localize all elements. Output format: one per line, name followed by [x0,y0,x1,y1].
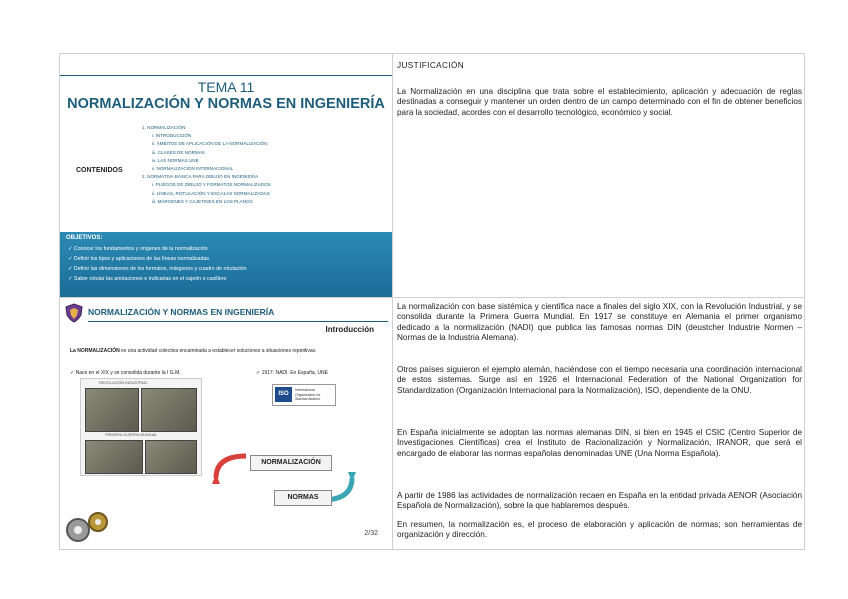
justificacion-title: JUSTIFICACIÓN [397,61,465,70]
toc-item: ii. ÁMBITOS DE APLICACIÓN DE LA NORMALIZACIÓN [152,141,268,147]
slide-2-paragraph: La NORMALIZACIÓN es una actividad colectiva encaminada a establecer soluciones a situaciones repetitivas. [70,348,317,354]
objetivos-panel [60,232,392,297]
normas-box: NORMAS [274,490,332,506]
body-paragraph: Otros países siguieron el ejemplo alemán, haciéndose con el tiempo necesaria una coordinación internacional de estos sistemas. Surge así en 1926 el Internacional Federation of the National Organization for Standardization (Organización Internacional para la Normalización), ISO, dependiente de la ONU. [397,365,802,395]
iso-logo [272,384,336,406]
slide-2 [60,298,392,548]
photo-caption: PRIMERA GUERRA MUNDIAL [105,433,158,437]
slide-2-header: NORMALIZACIÓN Y NORMAS EN INGENIERÍA [88,307,275,317]
slide-1-title-rule [60,75,392,76]
gears-icon [64,508,114,544]
photo-caption: REVOLUCIÓN INDUSTRIAL [99,381,148,385]
objetivo-item: ✓ Definir los tipos y aplicaciones de las líneas normalizadas [68,256,210,262]
toc-item: ii. LÍNEAS, ROTULACIÓN Y ESCALAS NORMALIZADAS [152,190,270,196]
iso-mark: ISO [275,387,292,402]
objetivo-item: ✓ Saber rotular las anotaciones e indicarlas en el cajetín o casillero [68,276,227,282]
toc-item: 2. NORMATIVA BÁSICA PARA DIBUJO EN INGENIERÍA [142,174,259,180]
slide-2-header-rule [88,321,388,322]
slide-2-bullet: ✓ Nace en el XIX y se consolida durante la I G.M. [70,370,181,376]
toc-item: 1. NORMALIZACIÓN [142,125,186,130]
photo-image [145,440,197,474]
objetivos-label: OBJETIVOS: [66,235,103,241]
shield-icon [64,303,84,323]
body-paragraph: En España inicialmente se adoptan las normas alemanas DIN, si bien en 1945 el CSIC (Centro Superior de Investigaciones Científicas) crea el Instituto de Racionalización y Normalización, IRANOR, que será el encargado de elaborar las normas españolas denominadas UNE (Una Norma Española). [397,428,802,458]
slide-1 [60,54,392,297]
justificacion-paragraph: La Normalización en una disciplina que trata sobre el establecimiento, aplicación y adecuación de reglas destinadas a conseguir y mantener un orden dentro de un campo determinado con el fin de obtener beneficios para la sociedad, acordes con el desarrollo tecnológico, económico y social. [397,87,802,117]
photo-image [85,388,139,432]
toc-item: iv. LAS NORMAS UNE [152,157,199,163]
historical-photos [80,378,202,476]
body-paragraph: En resumen, la normalización es, el proceso de elaboración y aplicación de normas; son herramientas de organización y dirección. [397,520,802,540]
slide-1-tema: TEMA 11 [197,79,255,95]
body-paragraph: La normalización con base sistémica y científica nace a finales del siglo XIX, con la Revolución Industrial, y se consolida durante la Primera Guerra Mundial. En 1917 se constituye en Alemania el primer organismo dedicado a la normalización (NADI) que publica las famosas normas DIN (deustcher Industrie Normen – Normas de la Industria Alemana). [397,302,802,342]
objetivo-item: ✓ Conocer los fundamentos y orígenes de la normalización [68,246,208,252]
contenidos-label: CONTENIDOS [76,167,123,174]
toc-item: iii. MÁRGENES Y CAJETINES EN LOS PLANOS [152,198,253,204]
toc-item: i. PLIEGOS DE DIBUJO Y FORMATOS NORMALIZADOS [152,182,271,188]
slide-page-number: 2/32 [364,530,378,537]
table-of-contents [142,124,271,206]
objetivo-item: ✓ Definir las dimensiones de los formatos, márgenes y cuadro de rotulación [68,266,247,272]
slide-1-title: NORMALIZACIÓN Y NORMAS EN INGENIERÍA [67,96,385,112]
toc-item: v. NORMALIZACIÓN INTERNACIONAL [152,166,234,172]
toc-item: i. INTRODUCCIÓN [152,133,192,139]
photo-image [141,388,197,432]
divider-vertical [392,53,393,549]
photo-image [85,440,143,474]
normalizacion-box: NORMALIZACIÓN [250,455,332,471]
body-paragraph: A partir de 1986 las actividades de normalización recaen en España en la entidad privada AENOR (Asociación Española de Normalización), sobre la que hablaremos después. [397,491,802,511]
slide-2-bullet: ✓ 1917: NADI. En España, UNE [256,370,329,376]
toc-item: iii. CLASES DE NORMAS [152,149,205,155]
slide-2-subheader: Introducción [325,325,374,334]
iso-name: International Organization for Standardization [295,388,321,401]
